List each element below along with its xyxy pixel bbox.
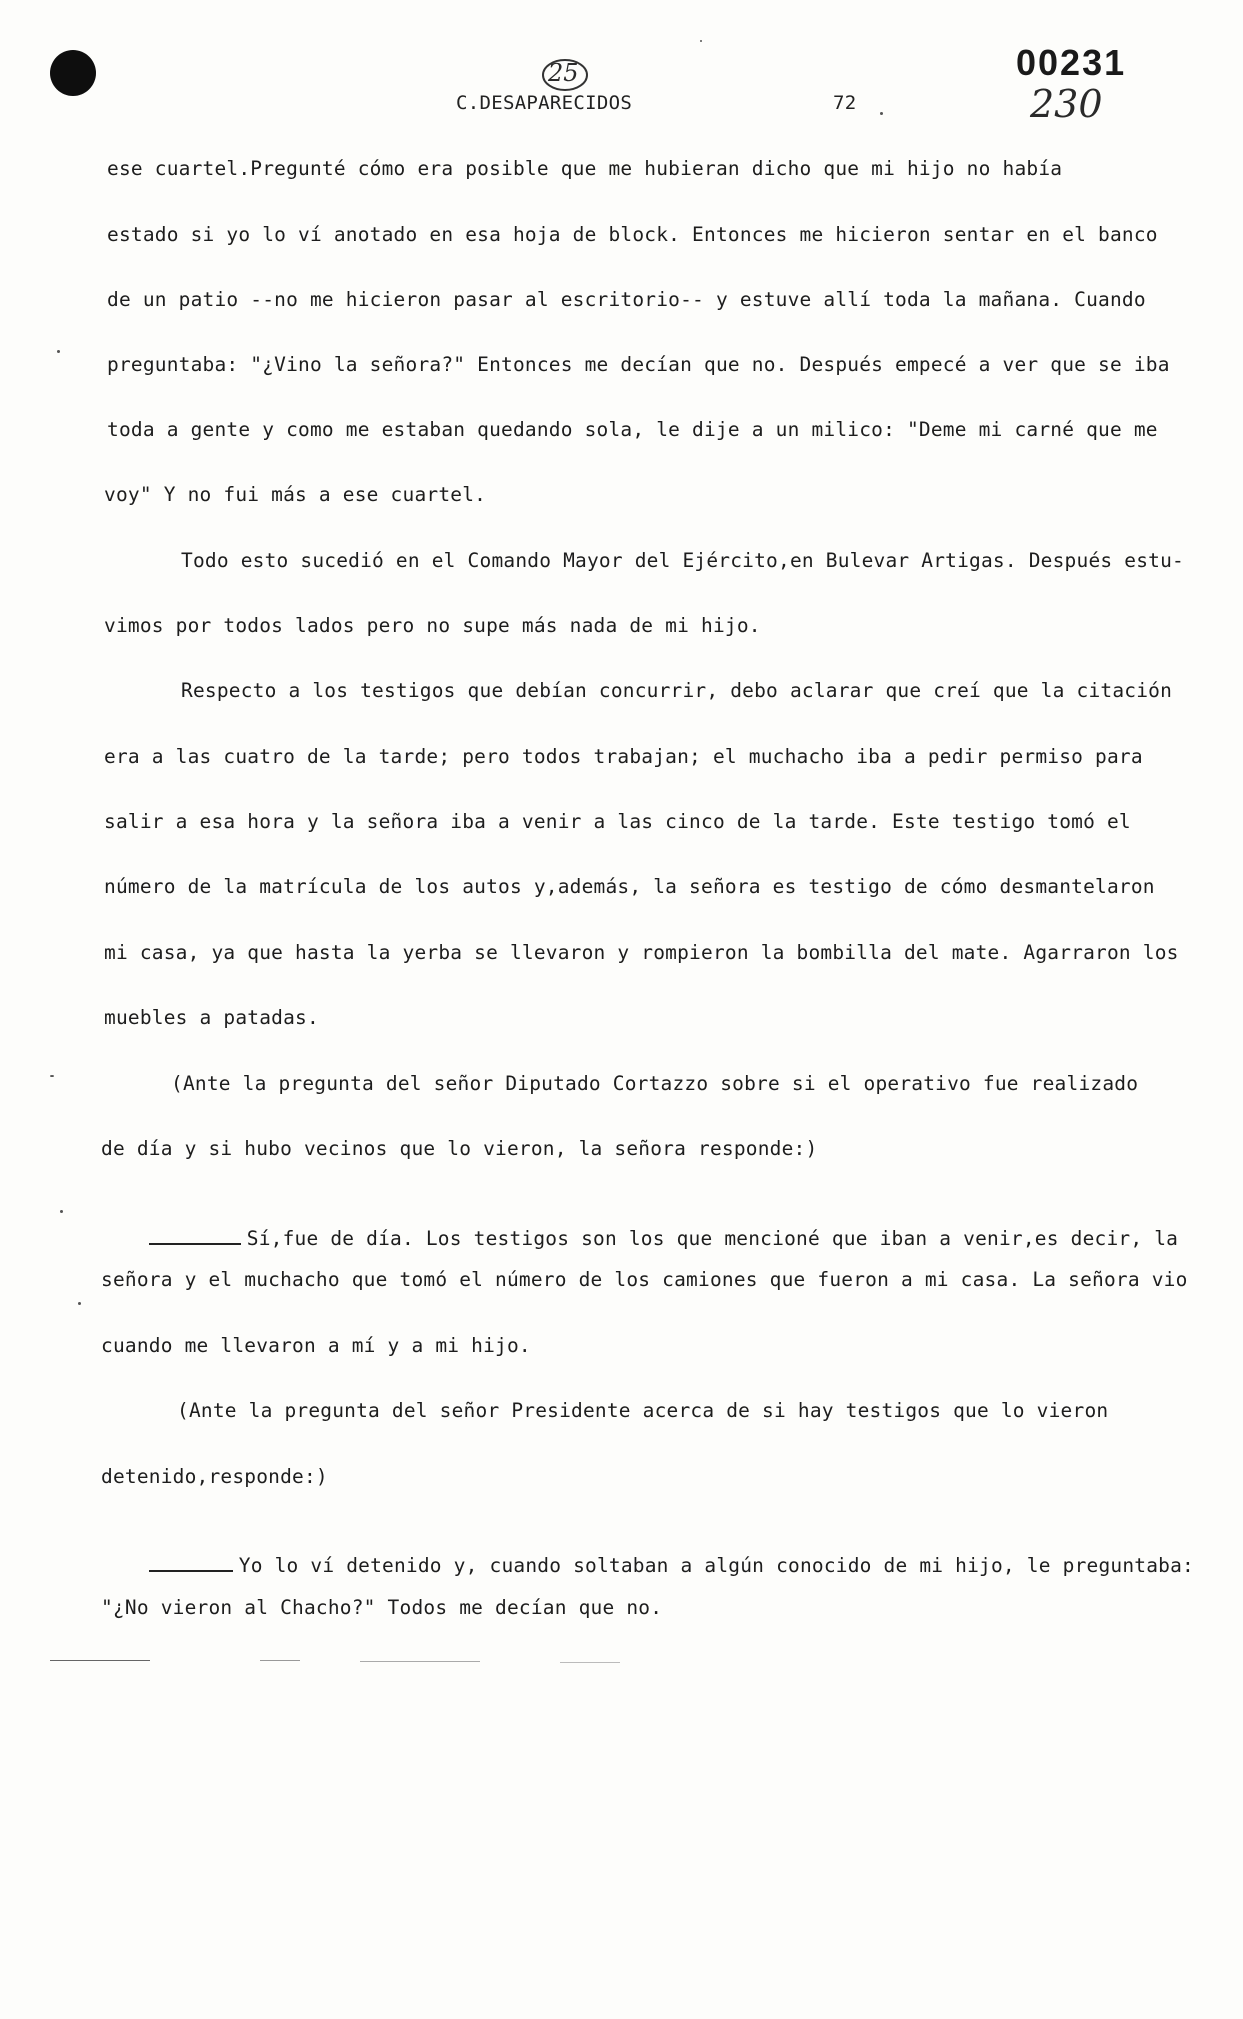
document-header-title: C.DESAPARECIDOS bbox=[456, 92, 633, 114]
text-line: ese cuartel.Pregunté cómo era posible que me hubieran dicho que mi hijo no había bbox=[107, 157, 1063, 180]
text-line: (Ante la pregunta del señor Presidente acerca de si hay testigos que lo vieron bbox=[177, 1399, 1109, 1422]
answer-blank bbox=[149, 1229, 241, 1245]
answer-text: Yo lo ví detenido y, cuando soltaban a algún conocido de mi hijo, le preguntaba: bbox=[238, 1554, 1194, 1577]
text-line: cuando me llevaron a mí y a mi hijo. bbox=[101, 1334, 531, 1357]
answer-blank bbox=[149, 1556, 233, 1572]
text-line: voy" Y no fui más a ese cuartel. bbox=[104, 483, 487, 506]
scan-speck bbox=[880, 112, 883, 115]
text-line: vimos por todos lados pero no supe más nada de mi hijo. bbox=[104, 614, 761, 637]
answer-text: Sí,fue de día. Los testigos son los que mencioné que iban a venir,es decir, la bbox=[246, 1227, 1179, 1250]
text-line: Respecto a los testigos que debían concurrir, debo aclarar que creí que la citación bbox=[181, 679, 1173, 702]
handwritten-folio: 25 bbox=[548, 59, 579, 87]
text-line: señora y el muchacho que tomó el número de los camiones que fueron a mi casa. La señora vio bbox=[101, 1268, 1188, 1291]
stamp-number: 00231 bbox=[1016, 42, 1127, 83]
punch-hole bbox=[50, 50, 96, 96]
text-line: salir a esa hora y la señora iba a venir a las cinco de la tarde. Este testigo tomó el bbox=[104, 810, 1131, 833]
footer-rule bbox=[260, 1660, 300, 1661]
text-line: (Ante la pregunta del señor Diputado Cortazzo sobre si el operativo fue realizado bbox=[171, 1072, 1139, 1095]
scan-speck bbox=[78, 1302, 81, 1305]
text-line: detenido,responde:) bbox=[101, 1465, 328, 1488]
text-line bbox=[101, 1203, 1178, 1275]
text-line: "¿No vieron al Chacho?" Todos me decían que no. bbox=[101, 1596, 663, 1619]
text-line: mi casa, ya que hasta la yerba se llevaron y rompieron la bombilla del mate. Agarraron los bbox=[104, 941, 1179, 964]
footer-rule bbox=[360, 1661, 480, 1662]
text-line bbox=[101, 1530, 1194, 1602]
handwritten-page-number: 230 bbox=[1030, 82, 1103, 126]
text-line: era a las cuatro de la tarde; pero todos trabajan; el muchacho iba a pedir permiso para bbox=[104, 745, 1143, 768]
text-line: número de la matrícula de los autos y,además, la señora es testigo de cómo desmantelaron bbox=[104, 875, 1155, 898]
text-line: estado si yo lo ví anotado en esa hoja de block. Entonces me hicieron sentar en el banco bbox=[107, 223, 1158, 246]
footer-rule bbox=[50, 1660, 150, 1661]
page-number: 72 bbox=[833, 92, 857, 114]
text-line: muebles a patadas. bbox=[104, 1006, 319, 1029]
text-line: preguntaba: "¿Vino la señora?" Entonces me decían que no. Después empecé a ver que se iba bbox=[107, 353, 1170, 376]
scan-speck bbox=[57, 350, 60, 353]
footer-rule bbox=[560, 1662, 620, 1663]
scan-speck bbox=[700, 40, 702, 42]
text-line: de día y si hubo vecinos que lo vieron, la señora responde:) bbox=[101, 1137, 818, 1160]
text-line: toda a gente y como me estaban quedando sola, le dije a un milico: "Deme mi carné que me bbox=[107, 418, 1158, 441]
scan-speck bbox=[60, 1210, 63, 1213]
text-line: de un patio --no me hicieron pasar al escritorio-- y estuve allí toda la mañana. Cuando bbox=[107, 288, 1146, 311]
text-line: Todo esto sucedió en el Comando Mayor del Ejército,en Bulevar Artigas. Después estu- bbox=[181, 549, 1184, 572]
scan-speck bbox=[50, 1075, 54, 1077]
